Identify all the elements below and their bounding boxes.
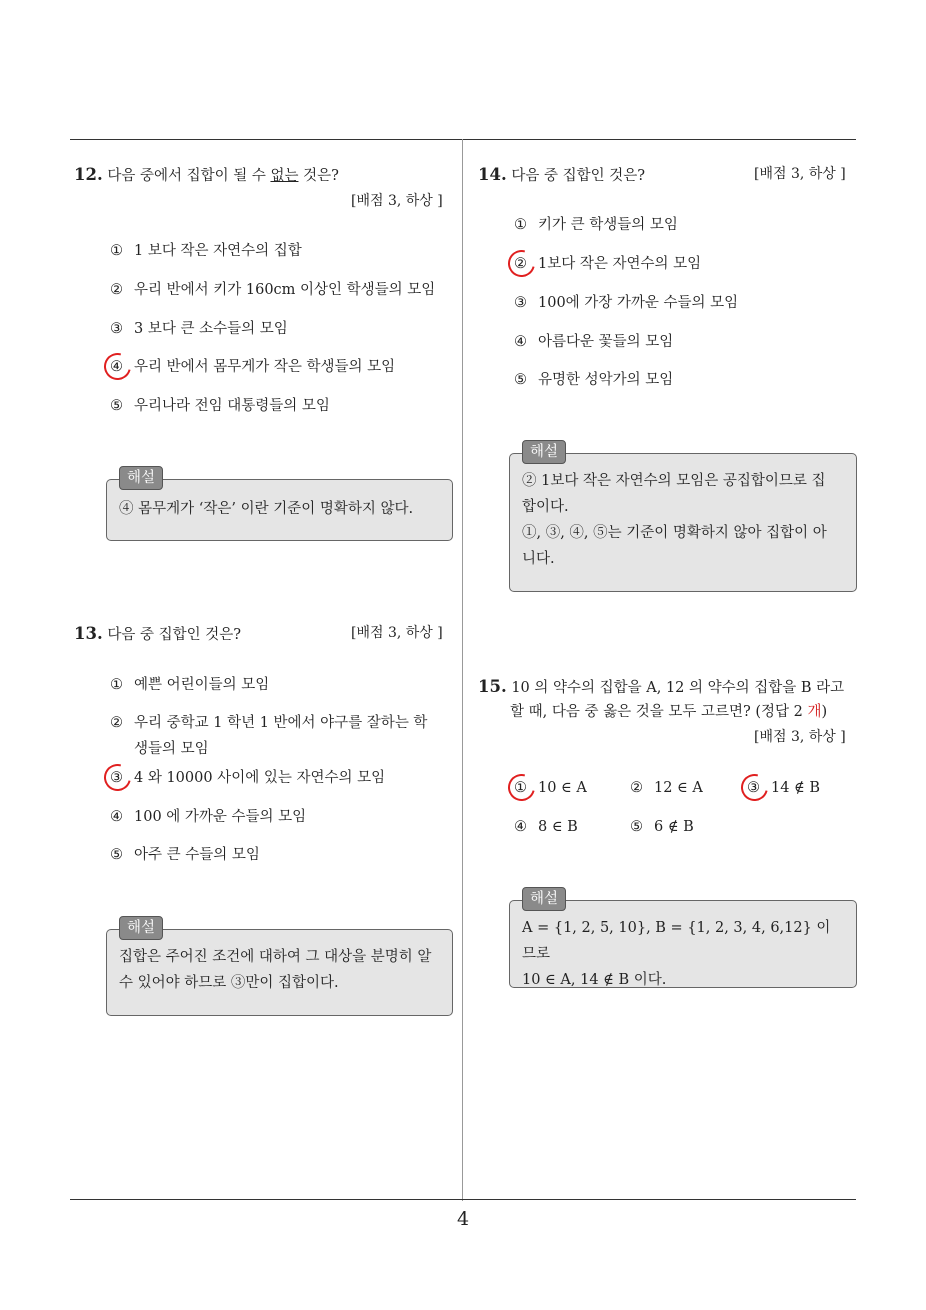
explanation-tag: 해설: [119, 466, 163, 490]
option-14-2[interactable]: ② 1보다 작은 자연수의 모임: [514, 255, 701, 274]
top-rule: [70, 139, 856, 140]
question-number: 15.: [478, 677, 507, 696]
option-12-2[interactable]: ② 우리 반에서 키가 160cm 이상인 학생들의 모임: [110, 282, 436, 298]
question-number: 13.: [74, 624, 103, 643]
option-12-4[interactable]: ④ 우리 반에서 몸무게가 작은 학생들의 모임: [110, 358, 395, 377]
question-12-score: [배점 3, 하상 ]: [351, 193, 443, 209]
question-15-stem-line2: 할 때, 다음 중 옳은 것을 모두 고르면? (정답 2 개): [510, 704, 828, 720]
option-15-3[interactable]: ③ 14 ∉ B: [747, 779, 820, 798]
option-13-1[interactable]: ① 예쁜 어린이들의 모임: [110, 677, 270, 693]
bottom-rule: [70, 1199, 856, 1200]
question-13-score: [배점 3, 하상 ]: [351, 625, 443, 641]
answer-circle-mark: [736, 769, 773, 806]
explanation-box-13: 해설 집합은 주어진 조건에 대하여 그 대상을 분명히 알 수 있어야 하므로 ③만이 집합이다.: [106, 929, 453, 1016]
option-13-4[interactable]: ④ 100 에 가까운 수들의 모임: [110, 809, 307, 825]
option-14-1[interactable]: ① 키가 큰 학생들의 모임: [514, 217, 678, 233]
option-13-5[interactable]: ⑤ 아주 큰 수들의 모임: [110, 847, 260, 863]
answer-circle-mark: [503, 245, 540, 282]
question-number: 14.: [478, 165, 507, 184]
page-number: 4: [456, 1208, 470, 1230]
question-15-stem-line1: 15. 10 의 약수의 집합을 A, 12 의 약수의 집합을 B 라고: [478, 677, 845, 696]
answer-circle-mark: [99, 348, 136, 385]
explanation-box-12: 해설 ④ 몸무게가 ‘작은’ 이란 기준이 명확하지 않다.: [106, 479, 453, 541]
explanation-tag: 해설: [119, 916, 163, 940]
option-13-2-continued: 생들의 모임: [134, 741, 209, 757]
explanation-tag: 해설: [522, 440, 566, 464]
option-15-1[interactable]: ① 10 ∈ A: [514, 779, 587, 798]
option-14-3[interactable]: ③ 100에 가장 가까운 수들의 모임: [514, 295, 739, 311]
option-15-4[interactable]: ④ 8 ∈ B: [514, 819, 578, 835]
option-13-2[interactable]: ② 우리 중학교 1 학년 1 반에서 야구를 잘하는 학: [110, 715, 428, 731]
explanation-tag: 해설: [522, 887, 566, 911]
question-14-score: [배점 3, 하상 ]: [754, 166, 846, 182]
question-number: 12.: [74, 165, 103, 184]
option-12-3[interactable]: ③ 3 보다 큰 소수들의 모임: [110, 321, 288, 337]
option-13-3[interactable]: ③ 4 와 10000 사이에 있는 자연수의 모임: [110, 769, 385, 788]
option-12-5[interactable]: ⑤ 우리나라 전임 대통령들의 모임: [110, 398, 330, 414]
option-15-2[interactable]: ② 12 ∈ A: [630, 780, 703, 796]
answer-circle-mark: [99, 759, 136, 796]
question-15-score: [배점 3, 하상 ]: [754, 729, 846, 745]
question-12-stem: 12. 다음 중에서 집합이 될 수 없는 것은?: [74, 165, 339, 184]
option-14-4[interactable]: ④ 아름다운 꽃들의 모임: [514, 334, 674, 350]
question-13-stem: 13. 다음 중 집합인 것은?: [74, 624, 241, 643]
option-12-1[interactable]: ① 1 보다 작은 자연수의 집합: [110, 243, 302, 259]
option-14-5[interactable]: ⑤ 유명한 성악가의 모임: [514, 372, 674, 388]
column-divider: [462, 139, 463, 1201]
explanation-box-15: 해설 A = {1, 2, 5, 10}, B = {1, 2, 3, 4, 6,12} 이므로 10 ∈ A, 14 ∉ B 이다.: [509, 900, 857, 988]
explanation-box-14: 해설 ② 1보다 작은 자연수의 모임은 공집합이므로 집 합이다. ①, ③, ④, ⑤는 기준이 명확하지 않아 집합이 아 니다.: [509, 453, 857, 592]
emphasis-underline: 없는: [270, 168, 299, 184]
option-15-5[interactable]: ⑤ 6 ∉ B: [630, 819, 694, 835]
answer-circle-mark: [503, 769, 540, 806]
answer-count-highlight: 개: [807, 704, 822, 720]
question-14-stem: 14. 다음 중 집합인 것은?: [478, 165, 645, 184]
